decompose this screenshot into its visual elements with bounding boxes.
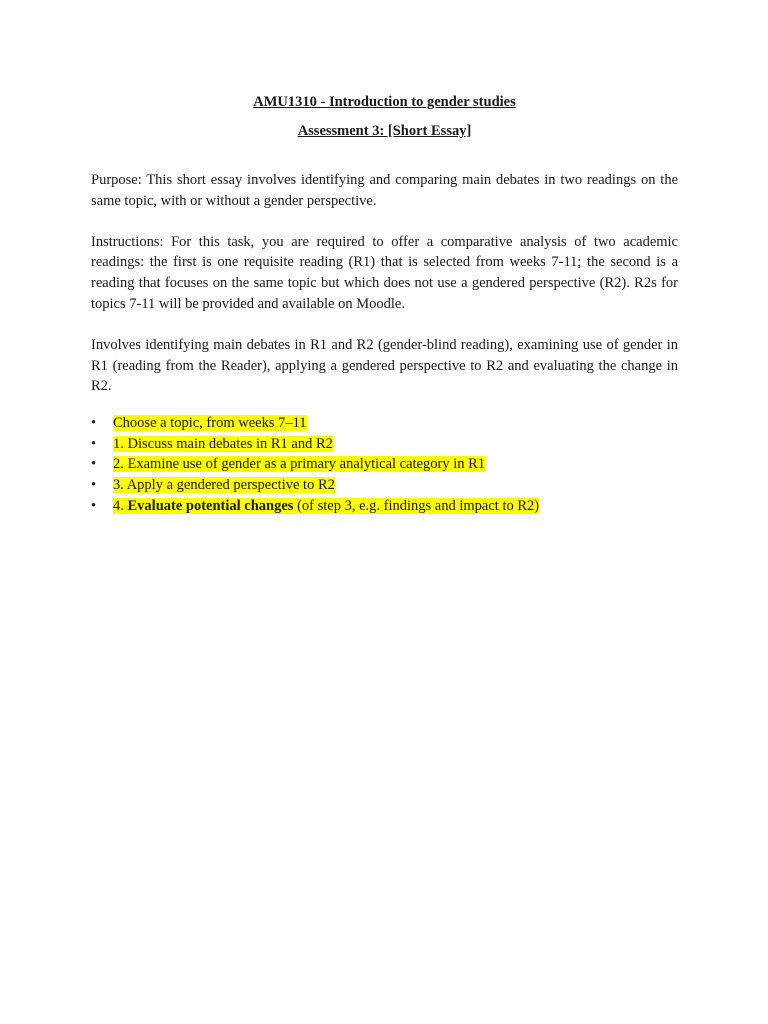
bullet-marker: • (91, 415, 97, 432)
list-item-text: Choose a topic, from weeks 7–11 (113, 415, 307, 432)
step-suffix: (of step 3, e.g. findings and impact to R2) (293, 497, 540, 514)
list-item-text: 1. Discuss main debates in R1 and R2 (113, 435, 333, 452)
list-item (91, 496, 678, 517)
list-item (91, 454, 678, 475)
list-item-text: 3. Apply a gendered perspective to R2 (113, 476, 335, 493)
list-item-text (113, 498, 539, 514)
bullet-marker: • (91, 497, 97, 514)
instructions-paragraph: Instructions: For this task, you are required to offer a comparative analysis of two academic readings: the first is one requisite reading (R1) that is selected from weeks 7-11; the second is a reading that focuses on the same topic but which does not use a gendered perspective (R2). R2s for topics 7-11 will be provided and available on Moodle. (91, 233, 678, 312)
course-title: AMU1310 - Introduction to gender studies (253, 94, 516, 110)
document-page (91, 90, 678, 516)
step-bold-text: Evaluate potential changes (127, 497, 294, 514)
bullet-marker: • (91, 456, 97, 473)
step-number: 4. (113, 497, 128, 514)
list-item-text: 2. Examine use of gender as a primary analytical category in R1 (113, 456, 486, 473)
task-steps-list (91, 413, 678, 516)
assessment-title: Assessment 3: [Short Essay] (297, 123, 472, 139)
list-item (91, 475, 678, 496)
bullet-marker: • (91, 476, 97, 493)
list-item (91, 434, 678, 455)
purpose-paragraph: Purpose: This short essay involves identifying and comparing main debates in two readings on the same topic, with or without a gender perspective. (91, 172, 678, 209)
bullet-marker: • (91, 435, 97, 452)
list-item (91, 413, 678, 434)
involves-paragraph: Involves identifying main debates in R1 and R2 (gender-blind reading), examining use of gender in R1 (reading from the Reader), applying a gendered perspective to R2 and evaluating the change in R2. (91, 336, 678, 395)
